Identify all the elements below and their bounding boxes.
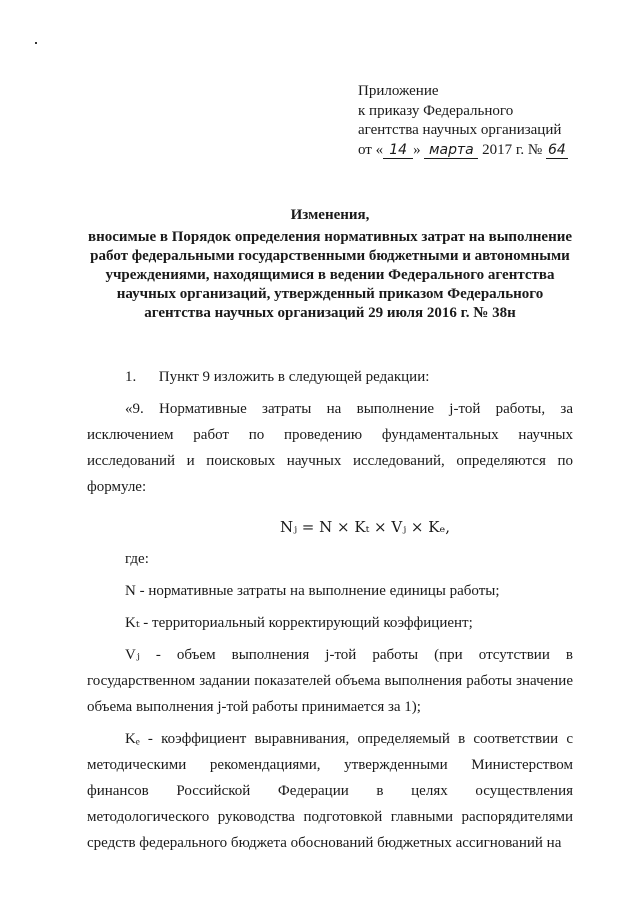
definition-kt: Kₜ - территориальный корректирующий коэффициент;	[125, 615, 473, 631]
appendix-line-2: к приказу Федерального	[358, 102, 514, 119]
title-line: вносимые в Порядок определения нормативных затрат на выполнение	[87, 229, 573, 245]
title-heading: Изменения,	[290, 207, 370, 223]
item-1: 1. Пункт 9 изложить в следующей редакции:	[125, 369, 430, 385]
appendix-line-3: агентства научных организаций	[358, 122, 562, 138]
year-text: 2017 г. №	[482, 141, 543, 158]
scan-speck	[35, 42, 37, 44]
handwritten-day: 14	[383, 142, 413, 159]
appendix-date-line	[358, 141, 568, 161]
formula: Nⱼ = N × Kₜ × Vⱼ × Kₑ,	[279, 518, 451, 536]
definition-ke: Kₑ - коэффициент выравнивания, определяемый в соответствии с методическими рекомендациями, утвержденными Министерством финансов Российской Федерации в целях осуществления методологического руководства подготовкой главными распорядителями средств федерального бюджета обоснований бюджетных ассигнований на	[87, 731, 573, 851]
date-prefix: от «	[358, 141, 384, 158]
title-line: работ федеральными государственными бюджетными и автономными	[90, 248, 570, 264]
title-line: учреждениями, находящимися в ведении Федерального агентства	[105, 267, 555, 283]
paragraph-9: «9. Нормативные затраты на выполнение j-той работы, за исключением работ по проведению фундаментальных научных исследований и поисковых научных исследований, определяются по формуле:	[87, 401, 573, 495]
definition-n: N - нормативные затраты на выполнение единицы работы;	[125, 583, 500, 599]
handwritten-month: марта	[424, 142, 478, 159]
date-mid: »	[413, 141, 421, 158]
appendix-block	[358, 82, 568, 160]
handwritten-number: 64	[546, 142, 568, 159]
appendix-line-1: Приложение	[358, 83, 439, 99]
document-body	[87, 364, 573, 856]
title-line: научных организаций, утвержденный приказом Федерального	[116, 286, 544, 302]
definition-vj: Vⱼ - объем выполнения j-той работы (при отсутствии в государственном задании показателей объема выполнения работы значение объема выполнения j-той работы принимается за 1);	[87, 647, 573, 715]
document-title	[70, 206, 590, 323]
where-label: где:	[125, 551, 149, 567]
title-line: агентства научных организаций 29 июля 2016 г. № 38н	[144, 305, 516, 321]
